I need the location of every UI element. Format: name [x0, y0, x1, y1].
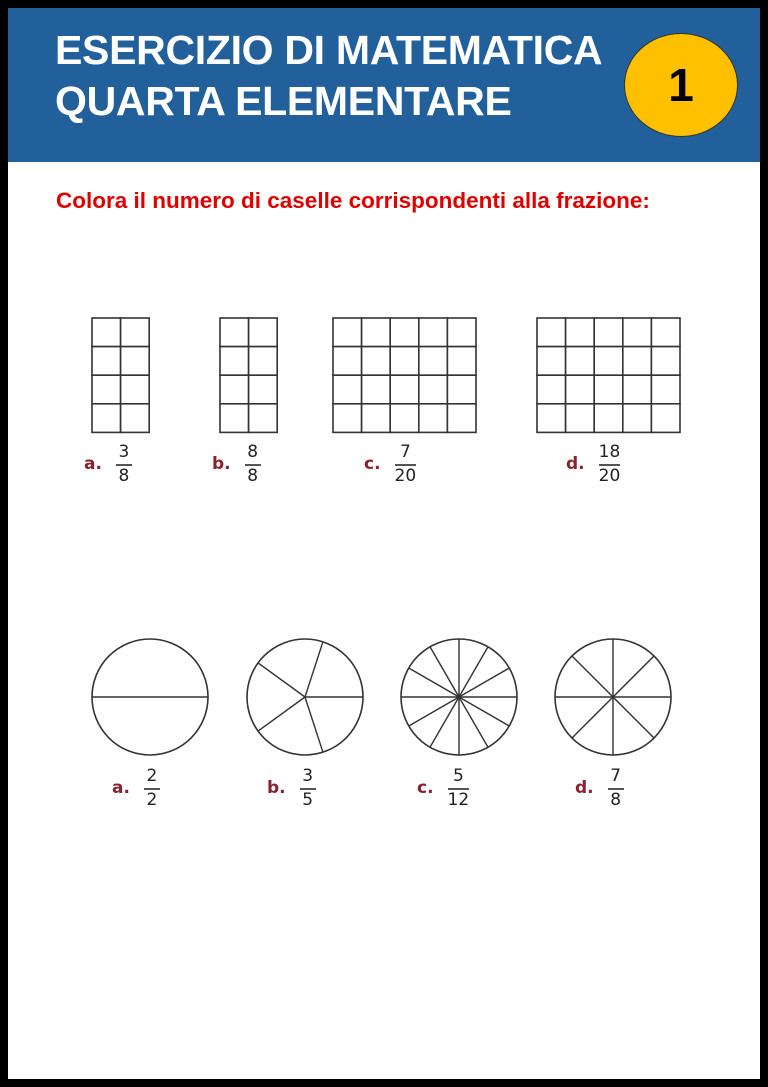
fraction-denominator: 8	[118, 465, 130, 486]
grid-cell[interactable]	[249, 318, 278, 347]
grid-cell[interactable]	[249, 404, 278, 433]
fraction-numerator: 5	[452, 766, 464, 786]
grid-cell[interactable]	[594, 347, 623, 376]
grid-cell[interactable]	[362, 404, 391, 433]
fraction-denominator: 8	[247, 465, 259, 486]
fraction	[144, 768, 160, 809]
grid-cell[interactable]	[651, 404, 680, 433]
grid-cell[interactable]	[566, 404, 595, 433]
fraction-numerator: 8	[247, 442, 259, 462]
grid-cell[interactable]	[447, 404, 476, 433]
grid-cell[interactable]	[121, 347, 150, 376]
grid-cell[interactable]	[566, 347, 595, 376]
circle-label	[267, 768, 316, 809]
grid-cell[interactable]	[651, 318, 680, 347]
item-letter: d.	[575, 778, 594, 799]
item-letter: b.	[267, 778, 286, 799]
fraction-numerator: 18	[598, 442, 621, 462]
grid-cell[interactable]	[220, 404, 249, 433]
grid-b	[220, 318, 277, 432]
grid-cell[interactable]	[220, 318, 249, 347]
grid-cell[interactable]	[537, 375, 566, 404]
exercise-number-badge: 1	[624, 33, 738, 137]
grid-cell[interactable]	[419, 375, 448, 404]
grid-cell[interactable]	[594, 375, 623, 404]
grid-cell[interactable]	[537, 318, 566, 347]
title-line-2: QUARTA ELEMENTARE	[55, 78, 512, 124]
circle-c	[401, 639, 517, 755]
fraction-denominator: 12	[447, 789, 470, 810]
fraction-numerator: 2	[146, 766, 158, 786]
grid-d	[537, 318, 680, 432]
grid-cell[interactable]	[390, 375, 419, 404]
grid-cell[interactable]	[220, 375, 249, 404]
grid-cell[interactable]	[566, 375, 595, 404]
grid-cell[interactable]	[419, 347, 448, 376]
grid-cell[interactable]	[623, 318, 652, 347]
instruction-text: Colora il numero di caselle corrispondenti alla frazione:	[56, 188, 650, 213]
fraction	[245, 444, 261, 485]
fraction-denominator: 5	[302, 789, 314, 810]
grid-cell[interactable]	[121, 318, 150, 347]
grid-cell[interactable]	[390, 318, 419, 347]
circle-label	[112, 768, 160, 809]
circle-a	[92, 639, 208, 755]
grid-cell[interactable]	[623, 404, 652, 433]
grid-cell[interactable]	[92, 347, 121, 376]
grid-cell[interactable]	[537, 404, 566, 433]
grid-cell[interactable]	[220, 347, 249, 376]
grid-label	[566, 444, 620, 485]
grid-cell[interactable]	[333, 347, 362, 376]
grid-cell[interactable]	[447, 318, 476, 347]
fraction-denominator: 20	[394, 465, 417, 486]
grid-cell[interactable]	[362, 318, 391, 347]
grid-cell[interactable]	[594, 404, 623, 433]
grid-cell[interactable]	[333, 404, 362, 433]
fraction	[448, 768, 470, 809]
grid-cell[interactable]	[623, 375, 652, 404]
grid-cell[interactable]	[362, 347, 391, 376]
grid-a	[92, 318, 149, 432]
fraction-denominator: 8	[610, 789, 622, 810]
fraction-denominator: 20	[598, 465, 621, 486]
item-letter: d.	[566, 454, 585, 475]
grid-label	[84, 444, 132, 485]
grid-cell[interactable]	[447, 347, 476, 376]
grid-cell[interactable]	[447, 375, 476, 404]
fraction-numerator: 3	[302, 766, 314, 786]
grid-cell[interactable]	[92, 375, 121, 404]
grid-cell[interactable]	[390, 404, 419, 433]
fraction-denominator: 2	[146, 789, 158, 810]
grid-cell[interactable]	[333, 318, 362, 347]
fraction	[395, 444, 417, 485]
fraction	[300, 768, 316, 809]
circle-label	[417, 768, 469, 809]
grid-cell[interactable]	[249, 347, 278, 376]
fraction	[599, 444, 621, 485]
worksheet-page	[8, 8, 760, 1079]
fraction	[116, 444, 132, 485]
grid-cell[interactable]	[92, 404, 121, 433]
grid-cell[interactable]	[651, 347, 680, 376]
item-letter: c.	[417, 778, 434, 799]
fraction-numerator: 7	[399, 442, 411, 462]
grid-cell[interactable]	[249, 375, 278, 404]
grid-c	[333, 318, 476, 432]
grid-cell[interactable]	[419, 318, 448, 347]
grid-cell[interactable]	[594, 318, 623, 347]
item-letter: a.	[84, 454, 102, 475]
fraction-numerator: 3	[118, 442, 130, 462]
grid-cell[interactable]	[92, 318, 121, 347]
circle-d	[555, 639, 671, 755]
grid-cell[interactable]	[566, 318, 595, 347]
circle-label	[575, 768, 624, 809]
fraction	[608, 768, 624, 809]
item-letter: b.	[212, 454, 231, 475]
grid-cell[interactable]	[537, 347, 566, 376]
grid-label	[364, 444, 416, 485]
circle-b	[247, 639, 363, 755]
grid-cell[interactable]	[623, 347, 652, 376]
fraction-figures	[8, 8, 760, 1079]
grid-cell[interactable]	[362, 375, 391, 404]
item-letter: a.	[112, 778, 130, 799]
grid-label	[212, 444, 261, 485]
item-letter: c.	[364, 454, 381, 475]
fraction-numerator: 7	[610, 766, 622, 786]
title-line-1: ESERCIZIO DI MATEMATICA	[55, 27, 603, 73]
grid-cell[interactable]	[121, 375, 150, 404]
grid-cell[interactable]	[651, 375, 680, 404]
grid-cell[interactable]	[390, 347, 419, 376]
grid-cell[interactable]	[121, 404, 150, 433]
grid-cell[interactable]	[333, 375, 362, 404]
grid-cell[interactable]	[419, 404, 448, 433]
